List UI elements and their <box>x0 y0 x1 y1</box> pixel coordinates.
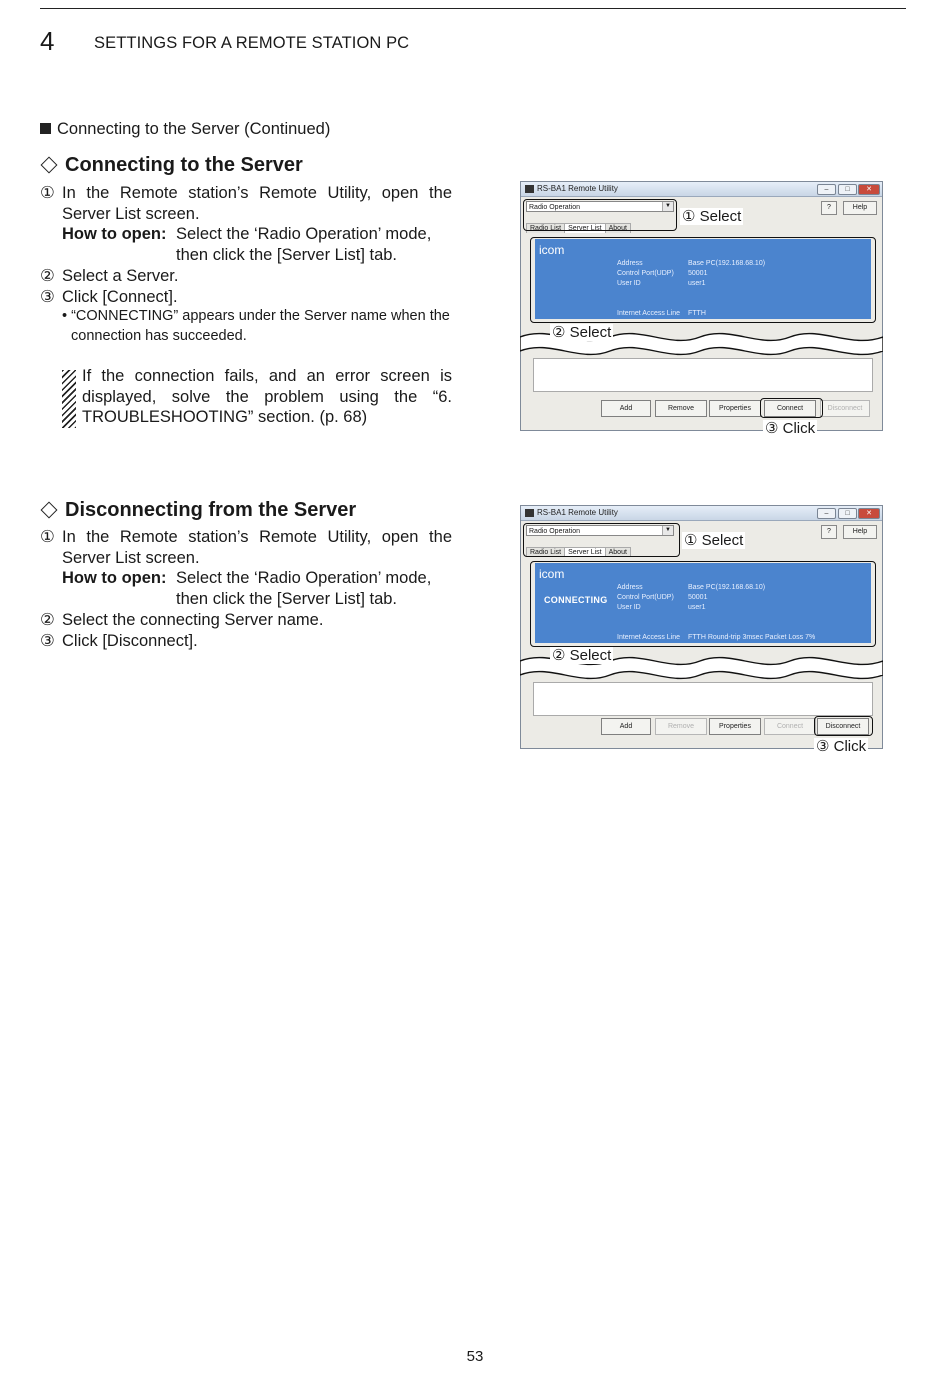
section-title: Connecting to the Server (Continued) <box>40 120 330 139</box>
connect-bullet-note: • “CONNECTING” appears under the Server name when the connection has succeeded. <box>62 308 450 344</box>
connect-howto: How to open: Select the ‘Radio Operation’ mode, then click the [Server List] tab. <box>62 225 432 264</box>
close-icon[interactable]: ✕ <box>858 508 880 519</box>
chapter-number: 4 <box>40 26 55 56</box>
line-label: Internet Access Line <box>617 310 681 317</box>
tab-radio-list[interactable]: Radio List <box>526 223 565 233</box>
connecting-status: CONNECTING <box>544 595 608 605</box>
help-question-button[interactable]: ? <box>821 201 837 215</box>
line-label: Internet Access Line <box>617 634 681 641</box>
diamond-icon <box>41 501 58 518</box>
callout-select-1: ① Select <box>682 208 742 225</box>
disconnect-step-1: ① In the Remote station’s Remote Utility, open the Server List screen. <box>40 528 452 567</box>
square-bullet-icon <box>40 123 51 134</box>
chevron-down-icon[interactable]: ▼ <box>662 202 673 211</box>
port-label: Control Port(UDP) <box>617 594 674 601</box>
callout-click: ③ Click <box>765 420 816 437</box>
connect-step-1: ① In the Remote station’s Remote Utility, open the Server List screen. <box>40 184 452 223</box>
callout-click: ③ Click <box>816 738 867 755</box>
window-titlebar <box>521 182 882 197</box>
caution-hatch-icon <box>62 370 76 428</box>
header-rule <box>40 8 906 9</box>
connect-button[interactable]: Connect <box>764 718 816 735</box>
highlight-mode-tabs <box>523 523 680 557</box>
user-label: User ID <box>617 604 641 611</box>
maximize-icon[interactable]: □ <box>838 184 857 195</box>
address-value: Base PC(192.168.68.10) <box>688 584 766 591</box>
tab-radio-list[interactable]: Radio List <box>526 547 565 557</box>
user-value: user1 <box>688 280 706 287</box>
connect-step-2: ② Select a Server. <box>40 267 179 285</box>
connect-step-3: ③ Click [Connect]. <box>40 288 178 306</box>
window-title: RS-BA1 Remote Utility <box>537 184 618 193</box>
disconnect-button[interactable]: Disconnect <box>817 718 869 735</box>
highlight-connect <box>760 398 823 418</box>
line-value: FTTH Round-trip 3msec Packet Loss 7% <box>688 634 816 641</box>
disconnect-step-3: ③ Click [Disconnect]. <box>40 632 198 650</box>
user-label: User ID <box>617 280 641 287</box>
port-value: 50001 <box>688 594 708 601</box>
app-icon <box>525 185 534 193</box>
connect-heading: Connecting to the Server <box>40 154 303 177</box>
properties-button[interactable]: Properties <box>709 400 761 417</box>
disconnect-howto: How to open: Select the ‘Radio Operation’ mode, then click the [Server List] tab. <box>62 569 432 608</box>
remove-button[interactable]: Remove <box>655 400 707 417</box>
server-list-lower <box>533 358 873 392</box>
server-list-lower <box>533 682 873 716</box>
icom-logo: icom <box>539 567 565 581</box>
window-titlebar <box>521 506 882 521</box>
disconnect-button[interactable]: Disconnect <box>820 400 870 417</box>
icom-logo: icom <box>539 243 565 257</box>
chapter-title: SETTINGS FOR A REMOTE STATION PC <box>94 34 410 52</box>
disconnect-step-2: ② Select the connecting Server name. <box>40 611 324 629</box>
line-value: FTTH <box>688 310 706 317</box>
highlight-server <box>530 561 876 647</box>
user-value: user1 <box>688 604 706 611</box>
properties-button[interactable]: Properties <box>709 718 761 735</box>
window-title: RS-BA1 Remote Utility <box>537 508 618 517</box>
tab-server-list[interactable]: Server List <box>564 223 605 233</box>
tab-about[interactable]: About <box>605 547 631 557</box>
add-button[interactable]: Add <box>601 718 651 735</box>
screenshot-disconnect <box>520 505 883 760</box>
screenshot-connect <box>520 181 883 441</box>
callout-select-2: ② Select <box>552 647 612 664</box>
port-value: 50001 <box>688 270 708 277</box>
address-label: Address <box>617 584 643 591</box>
chevron-down-icon[interactable]: ▼ <box>662 526 673 535</box>
minimize-icon[interactable]: – <box>817 508 836 519</box>
help-question-button[interactable]: ? <box>821 525 837 539</box>
connect-button[interactable]: Connect <box>764 400 816 417</box>
tab-about[interactable]: About <box>605 223 631 233</box>
highlight-disconnect <box>814 716 873 736</box>
app-icon <box>525 509 534 517</box>
port-label: Control Port(UDP) <box>617 270 674 277</box>
maximize-icon[interactable]: □ <box>838 508 857 519</box>
connect-caution-note: If the connection fails, and an error screen is displayed, solve the problem using the “6. TROUBLESHOOTING” section. (p. 68) <box>62 366 452 428</box>
page-number: 53 <box>466 1348 484 1365</box>
minimize-icon[interactable]: – <box>817 184 836 195</box>
disconnect-heading: Disconnecting from the Server <box>40 499 356 522</box>
callout-select-1: ① Select <box>684 532 744 549</box>
mode-select[interactable]: Radio Operation ▼ <box>526 525 674 536</box>
remove-button[interactable]: Remove <box>655 718 707 735</box>
tab-server-list[interactable]: Server List <box>564 547 605 557</box>
help-button[interactable]: Help <box>843 525 877 539</box>
address-value: Base PC(192.168.68.10) <box>688 260 766 267</box>
diamond-icon <box>41 156 58 173</box>
close-icon[interactable]: ✕ <box>858 184 880 195</box>
add-button[interactable]: Add <box>601 400 651 417</box>
highlight-mode-tabs <box>523 199 677 231</box>
highlight-server <box>530 237 876 323</box>
address-label: Address <box>617 260 643 267</box>
callout-select-2: ② Select <box>552 324 612 341</box>
mode-select[interactable]: Radio Operation ▼ <box>526 201 674 212</box>
help-button[interactable]: Help <box>843 201 877 215</box>
